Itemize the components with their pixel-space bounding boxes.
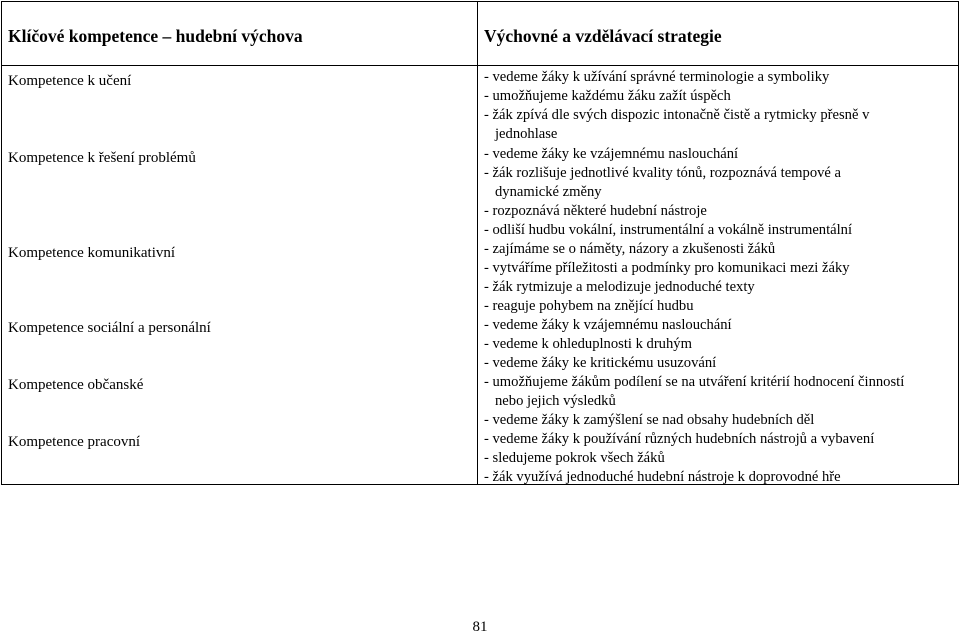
- competence-learning: Kompetence k učení: [8, 73, 132, 89]
- competence-communicative: Kompetence komunikativní: [8, 245, 176, 261]
- competence-problem-solving: Kompetence k řešení problémů: [8, 150, 196, 166]
- strategy-line: - vedeme žáky k zamýšlení se nad obsahy hudebních děl: [484, 412, 815, 428]
- competence-social-personal: Kompetence sociální a personální: [8, 320, 211, 336]
- strategy-line: - umožňujeme žákům podílení se na utváření kritérií hodnocení činností: [484, 374, 905, 390]
- strategies-cell: [478, 66, 959, 485]
- table-header-row: [2, 2, 959, 66]
- competence-work: Kompetence pracovní: [8, 434, 141, 450]
- competence-names-cell: [2, 66, 478, 485]
- strategy-line: - sledujeme pokrok všech žáků: [484, 450, 665, 466]
- strategy-line: - vedeme žáky k užívání správné terminologie a symboliky: [484, 69, 830, 85]
- strategy-line: - vedeme žáky k vzájemnému naslouchání: [484, 317, 732, 333]
- strategy-line: - vedeme žáky ke vzájemnému naslouchání: [484, 146, 739, 162]
- strategy-line: - vedeme k ohleduplnosti k druhým: [484, 336, 692, 352]
- header-key-competences: Klíčové kompetence – hudební výchova: [2, 2, 478, 66]
- strategy-line: - vytváříme příležitosti a podmínky pro komunikaci mezi žáky: [484, 260, 850, 276]
- strategy-line: - odliší hudbu vokální, instrumentální a vokálně instrumentální: [484, 222, 853, 238]
- strategy-line: - rozpoznává některé hudební nástroje: [484, 203, 707, 219]
- strategy-line-continuation: jednohlase: [495, 126, 558, 142]
- strategy-line: - žák rytmizuje a melodizuje jednoduché texty: [484, 279, 755, 295]
- strategy-line: - reaguje pohybem na znějící hudbu: [484, 298, 694, 314]
- strategy-line: - vedeme žáky ke kritickému usuzování: [484, 355, 717, 371]
- strategy-line: - žák využívá jednoduché hudební nástroje k doprovodné hře: [484, 469, 841, 485]
- table-body-row: [2, 66, 959, 485]
- strategy-line: - žák zpívá dle svých dispozic intonačně čistě a rytmicky přesně v: [484, 107, 870, 123]
- strategy-line: - zajímáme se o náměty, názory a zkušenosti žáků: [484, 241, 776, 257]
- strategy-line: - žák rozlišuje jednotlivé kvality tónů, rozpoznává tempové a: [484, 165, 842, 181]
- competence-civic: Kompetence občanské: [8, 377, 144, 393]
- header-strategies: Výchovné a vzdělávací strategie: [478, 2, 959, 66]
- competences-table: [1, 1, 959, 485]
- strategy-line: - vedeme žáky k používání různých hudebních nástrojů a vybavení: [484, 431, 875, 447]
- strategy-line-continuation: nebo jejich výsledků: [495, 393, 616, 409]
- strategy-line-continuation: dynamické změny: [495, 184, 602, 200]
- page-number: 81: [472, 619, 488, 635]
- strategy-line: - umožňujeme každému žáku zažít úspěch: [484, 88, 731, 104]
